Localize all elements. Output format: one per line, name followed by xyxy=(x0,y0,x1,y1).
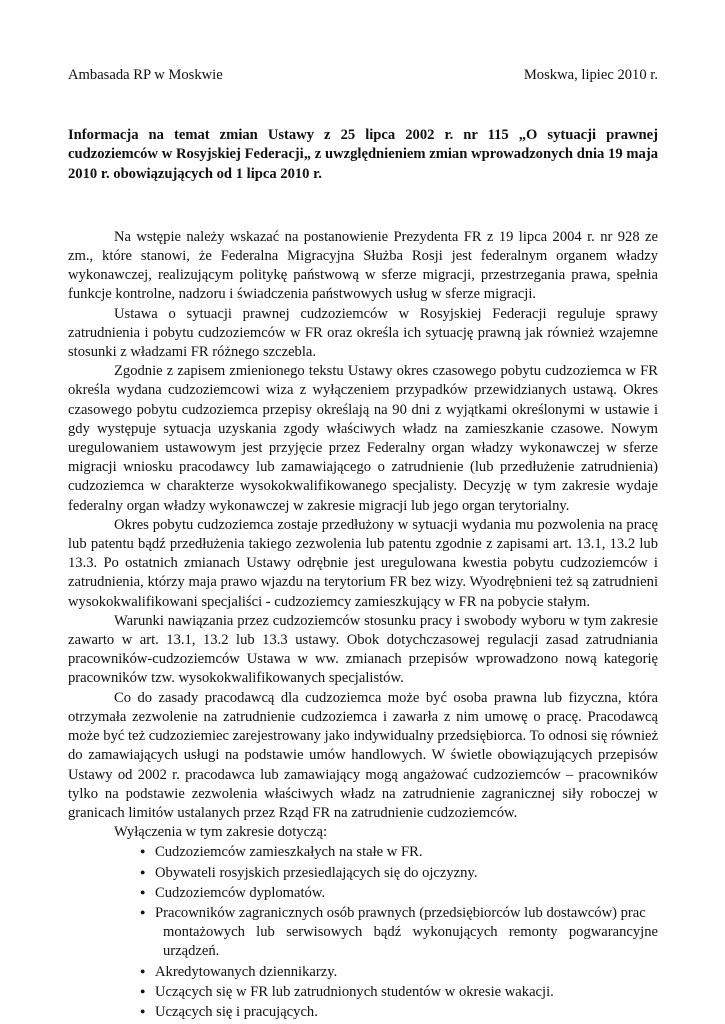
bullet-icon: ● xyxy=(140,846,146,857)
bullet-icon: ● xyxy=(140,866,146,877)
list-item xyxy=(68,842,658,862)
list-item-text: Uczących się w FR lub zatrudnionych studentów w okresie wakacji. xyxy=(155,983,554,1000)
list-item xyxy=(68,982,658,1002)
document-title: Informacja na temat zmian Ustawy z 25 lipca 2002 r. nr 115 „O sytuacji prawnej cudzoziemców w Rosyjskiej Federacji„ z uwzględnieniem zmian wprowadzonych dnia 19 maja 2010 r. obowiązujących od 1 lipca 2010 r. xyxy=(68,127,658,182)
bullet-icon: ● xyxy=(140,965,146,976)
list-item xyxy=(68,1002,658,1022)
list-item-text: Pracowników zagranicznych osób prawnych (przedsiębiorców lub dostawców) prac xyxy=(155,904,646,921)
document-body xyxy=(68,228,658,1022)
paragraph: Co do zasady pracodawcą dla cudzoziemca może być osoba prawna lub fizyczna, która otrzymała zezwolenie na zatrudnienie cudzoziemca i zawarła z nim umowę o pracę. Pracodawcą może być też cudzoziemiec zarejestrowany jako indywidualny przedsiębiorca. To odnosi się również do zamawiających usługi na podstawie umów handlowych. W świetle obowiązujących przepisów Ustawy od 2002 r. pracodawca lub zamawiający mogą angażować cudzoziemców – pracowników tylko na podstawie zezwolenia właściwych władz na zatrudnienie zagranicznej siły roboczej w granicach limitów ustalanych przez Rząd FR na zatrudnienie cudzoziemców. xyxy=(68,689,658,821)
paragraph: Warunki nawiązania przez cudzoziemców stosunku pracy i swobody wyboru w tym zakresie zawarto w art. 13.1, 13.2 lub 13.3 ustawy. Obok dotychczasowej regulacji zasad zatrudniania pracowników-cudzoziemców Ustawa w ww. zmianach przepisów wprowadzono nową kategorię pracowników tzw. wysokokwalifikowanych specjalistów. xyxy=(68,612,658,687)
paragraph: Ustawa o sytuacji prawnej cudzoziemców w Rosyjskiej Federacji reguluje sprawy zatrudnienia i pobytu cudzoziemców w FR oraz określa ich sytuację prawną jak również wzajemne stosunki z władzami FR różnego szczebla. xyxy=(68,305,658,361)
list-item-text: Obywateli rosyjskich przesiedlających się do ojczyzny. xyxy=(155,864,478,881)
list-intro: Wyłączenia w tym zakresie dotyczą: xyxy=(114,824,328,841)
list-item-text: Cudzoziemców dyplomatów. xyxy=(155,884,326,901)
list-item-continuation: montażowych lub serwisowych bądź wykonujących remonty pogwarancyjne urządzeń. xyxy=(163,924,658,960)
sender-line: Ambasada RP w Moskwie xyxy=(68,67,223,83)
bullet-icon: ● xyxy=(140,906,146,917)
bullet-icon: ● xyxy=(140,1005,146,1016)
paragraph: Zgodnie z zapisem zmienionego tekstu Ustawy okres czasowego pobytu cudzoziemca w FR określa wydana cudzoziemcowi wiza z wyłączeniem przypadków przewidzianych ustawą. Okres czasowego pobytu cudzoziemca przepisy określają na 90 dni z wyjątkami określonymi w ustawie i gdy występuje sytuacja uzyskania zgody właściwych władz na zamieszkanie czasowe. Nowym uregulowaniem ustawowym jest przyjęcie przez Federalny organ władzy wykonawczej w sferze migracji wniosku pracodawcy lub zamawiającego o zatrudnienie (lub przedłużenie zatrudnienia) cudzoziemca w charakterze wysokokwalifikowanego specjalisty. Decyzję w tym zakresie wydaje federalny organ władzy wykonawczej w zakresie migracji lub jego organ terytorialny. xyxy=(68,363,658,514)
letterhead xyxy=(68,66,658,85)
paragraph: Okres pobytu cudzoziemca zostaje przedłużony w sytuacji wydania mu pozwolenia na pracę lub patentu bądź przedłużenia takiego zezwolenia lub patentu zgodnie z zapisami art. 13.1, 13.2 lub 13.3. Po ostatnich zmianach Ustawy odrębnie jest uregulowana kwestia pobytu cudzoziemców i zatrudnienia, którzy maja prawo wjazdu na terytorium FR bez wizy. Wyodrębnieni też są zatrudnieni wysokokwalifikowani specjaliści - cudzoziemcy zamieszkujący w FR na pobycie stałym. xyxy=(68,516,658,610)
list-item xyxy=(68,962,658,982)
paragraph: Na wstępie należy wskazać na postanowienie Prezydenta FR z 19 lipca 2004 r. nr 928 ze zm., które stanowi, że Federalna Migracyjna Służba Rosji jest federalnym organem władzy wykonawczej, realizującym politykę państwową w sferze migracji, przestrzegania prawa, spełnia funkcje kontrolne, nadzoru i świadczenia państwowych usług w sferze migracji. xyxy=(68,228,658,303)
document-page xyxy=(68,66,658,1022)
bullet-icon: ● xyxy=(140,985,146,996)
bullet-icon: ● xyxy=(140,886,146,897)
exemptions-list xyxy=(68,842,658,1022)
list-item xyxy=(68,863,658,883)
list-item-text: Cudzoziemców zamieszkałych na stałe w FR. xyxy=(155,844,423,861)
list-item-text: Uczących się i pracujących. xyxy=(155,1003,318,1020)
place-date-line: Moskwa, lipiec 2010 r. xyxy=(523,67,658,83)
list-item xyxy=(68,883,658,903)
list-item-text: Akredytowanych dziennikarzy. xyxy=(155,963,338,980)
list-item xyxy=(68,903,658,962)
